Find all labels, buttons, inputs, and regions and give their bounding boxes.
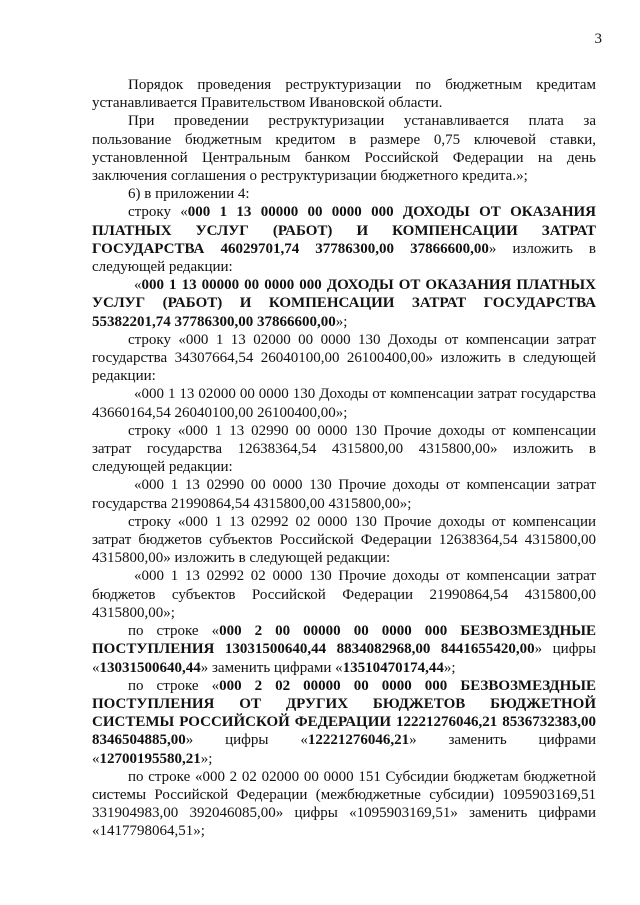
text-segment: по строке « [128, 677, 220, 694]
text-segment: строку « [128, 204, 188, 221]
paragraph [92, 567, 596, 622]
bold-text-segment: 000 2 02 00000 00 0000 000 БЕЗВОЗМЕЗДНЫЕ ПОСТУПЛЕНИЯ ОТ ДРУГИХ БЮДЖЕТОВ БЮДЖЕТНОЙ СИСТЕМЫ РОССИЙСКОЙ ФЕДЕРАЦИИ 12221276046,21 8536732383,00 8346504885,00 [92, 677, 597, 749]
paragraph [92, 513, 596, 568]
bold-text-segment: 000 1 13 00000 00 0000 000 ДОХОДЫ ОТ ОКАЗАНИЯ ПЛАТНЫХ УСЛУГ (РАБОТ) И КОМПЕНСАЦИИ ЗАТРАТ ГОСУДАРСТВА 46029701,74 37786300,00 37866600,00 [92, 204, 596, 257]
text-segment: « [134, 277, 142, 294]
page-number: 3 [594, 31, 602, 47]
text-segment: Порядок проведения реструктуризации по бюджетным кредитам устанавливается Правительством Ивановской области. [92, 77, 596, 112]
paragraph [92, 768, 596, 841]
bold-text-segment: 12221276046,21 [307, 732, 410, 749]
text-segment: »; [200, 750, 213, 767]
text-segment: »; [335, 313, 348, 330]
text-segment: «000 1 13 02990 00 0000 130 Прочие доходы от компенсации затрат государства 21990864,54 4315800,00 4315800,00»; [92, 477, 596, 512]
bold-text-segment: 12700195580,21 [99, 750, 201, 767]
text-segment: строку «000 1 13 02000 00 0000 130 Доходы от компенсации затрат государства 34307664,54 26040100,00 26100400,00» изложить в следующей редакции: [92, 331, 596, 385]
paragraph [92, 331, 596, 386]
paragraph [92, 677, 596, 768]
bold-text-segment: 000 1 13 00000 00 0000 000 ДОХОДЫ ОТ ОКАЗАНИЯ ПЛАТНЫХ УСЛУГ (РАБОТ) И КОМПЕНСАЦИИ ЗАТРАТ ГОСУДАРСТВА 55382201,74 37786300,00 37866600,00 [92, 277, 596, 330]
text-segment: » заменить цифрами « [200, 659, 343, 676]
text-segment: » изложить в следующей редакции: [92, 240, 596, 276]
paragraph [92, 112, 596, 185]
paragraph [92, 476, 596, 512]
text-segment: строку «000 1 13 02992 02 0000 130 Прочие доходы от компенсации затрат бюджетов субъектов Российской Федерации 12638364,54 4315800,00 4315800,00» изложить в следующей редакции: [92, 513, 596, 567]
paragraph [92, 422, 596, 477]
paragraph [92, 185, 596, 203]
text-segment: «000 1 13 02992 02 0000 130 Прочие доходы от компенсации затрат бюджетов субъектов Российской Федерации 21990864,54 4315800,00 4315800,00»; [92, 568, 596, 621]
paragraph [92, 385, 596, 421]
text-segment: » цифры « [92, 641, 596, 676]
text-segment: При проведении реструктуризации устанавливается плата за пользование бюджетным кредитом в размере 0,75 ключевой ставки, установленной Центральным банком Российской Федерации на день заключения соглашения о реструктуризации бюджетного кредита.»; [92, 113, 596, 185]
bold-text-segment: 13031500640,44 [99, 659, 201, 676]
text-segment: » цифры « [185, 732, 308, 749]
document-body [92, 76, 596, 841]
text-segment: » заменить цифрами « [92, 732, 596, 767]
text-segment: строку «000 1 13 02990 00 0000 130 Прочие доходы от компенсации затрат государства 12638364,54 4315800,00 4315800,00» изложить в следующей редакции: [92, 422, 596, 476]
paragraph [92, 203, 596, 276]
text-segment: по строке « [128, 623, 220, 640]
bold-text-segment: 000 2 00 00000 00 0000 000 БЕЗВОЗМЕЗДНЫЕ ПОСТУПЛЕНИЯ 13031500640,44 8834082968,00 8441655420,00 [92, 623, 597, 658]
bold-text-segment: 13510470174,44 [342, 659, 444, 676]
paragraph [92, 622, 596, 677]
paragraph [92, 76, 596, 112]
text-segment: «000 1 13 02000 00 0000 130 Доходы от компенсации затрат государства 43660164,54 26040100,00 26100400,00»; [92, 386, 596, 421]
paragraph [92, 276, 596, 331]
text-segment: 6) в приложении 4: [128, 186, 250, 203]
text-segment: по строке «000 2 02 02000 00 0000 151 Субсидии бюджетам бюджетной системы Российской Федерации (межбюджетные субсидии) 1095903169,51 331904983,00 392046085,00» цифры «1095903169,51» заменить цифрами «1417798064,51»; [92, 768, 596, 840]
text-segment: »; [443, 659, 456, 676]
